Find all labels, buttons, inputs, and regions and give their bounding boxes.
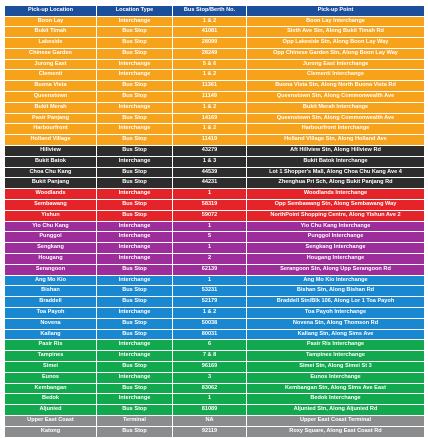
cell-location-type: Bus Stop [97, 146, 173, 157]
table-row [5, 275, 425, 286]
cell-pickup-point: Jurong East Interchange [247, 59, 425, 70]
cell-pickup-location: Clementi [5, 70, 97, 81]
cell-pickup-location: Bukit Merah [5, 102, 97, 113]
table-body [5, 16, 425, 437]
table-row [5, 124, 425, 135]
cell-bus-stop-berth-no: 1 & 3 [173, 156, 247, 167]
cell-pickup-point: Woodlands Interchange [247, 189, 425, 200]
cell-pickup-location: Pasir Panjang [5, 113, 97, 124]
cell-pickup-location: Novena [5, 318, 97, 329]
cell-location-type: Interchange [97, 156, 173, 167]
cell-location-type: Interchange [97, 221, 173, 232]
cell-bus-stop-berth-no: 96169 [173, 362, 247, 373]
table-row [5, 92, 425, 103]
table-header [5, 6, 425, 17]
cell-pickup-point: Braddell Stn/Blk 106, Along Lor 1 Toa Payoh [247, 297, 425, 308]
cell-location-type: Interchange [97, 16, 173, 27]
cell-pickup-location: Holland Village [5, 135, 97, 146]
cell-location-type: Bus Stop [97, 297, 173, 308]
cell-bus-stop-berth-no: 11149 [173, 92, 247, 103]
cell-location-type: Interchange [97, 308, 173, 319]
cell-pickup-point: Roxy Square, Along East Coast Rd [247, 426, 425, 437]
cell-pickup-location: Sengkang [5, 243, 97, 254]
cell-bus-stop-berth-no: 53231 [173, 286, 247, 297]
table-row [5, 210, 425, 221]
cell-bus-stop-berth-no: 41081 [173, 27, 247, 38]
cell-pickup-point: Serangoon Stn, Along Upp Serangoon Rd [247, 264, 425, 275]
cell-bus-stop-berth-no: 6 [173, 340, 247, 351]
cell-bus-stop-berth-no: 80031 [173, 329, 247, 340]
cell-location-type: Interchange [97, 254, 173, 265]
cell-bus-stop-berth-no: 14169 [173, 113, 247, 124]
cell-bus-stop-berth-no: 1 & 2 [173, 16, 247, 27]
cell-bus-stop-berth-no: 2 [173, 254, 247, 265]
cell-location-type: Bus Stop [97, 426, 173, 437]
cell-pickup-location: Simei [5, 362, 97, 373]
cell-location-type: Interchange [97, 275, 173, 286]
cell-location-type: Bus Stop [97, 113, 173, 124]
cell-pickup-location: Yio Chu Kang [5, 221, 97, 232]
cell-location-type: Bus Stop [97, 329, 173, 340]
cell-pickup-location: Harbourfront [5, 124, 97, 135]
cell-pickup-point: Upper East Coast Terminal [247, 415, 425, 426]
cell-bus-stop-berth-no: 59072 [173, 210, 247, 221]
cell-pickup-point: Zhenghua Pri Sch, Along Bukit Panjang Rd [247, 178, 425, 189]
cell-bus-stop-berth-no: 1 [173, 394, 247, 405]
cell-pickup-location: Kallang [5, 329, 97, 340]
header-bus-stop-berth-no: Bus Stop/Berth No. [173, 6, 247, 17]
table-row [5, 264, 425, 275]
cell-location-type: Interchange [97, 124, 173, 135]
cell-bus-stop-berth-no: 44539 [173, 167, 247, 178]
cell-location-type: Bus Stop [97, 38, 173, 49]
table-row [5, 394, 425, 405]
cell-bus-stop-berth-no: 62139 [173, 264, 247, 275]
cell-bus-stop-berth-no: 1 & 2 [173, 124, 247, 135]
table-row [5, 329, 425, 340]
cell-location-type: Bus Stop [97, 178, 173, 189]
cell-pickup-location: Chinese Garden [5, 48, 97, 59]
table-row [5, 48, 425, 59]
cell-bus-stop-berth-no: 1 & 2 [173, 102, 247, 113]
cell-bus-stop-berth-no: 28249 [173, 48, 247, 59]
cell-pickup-point: Tampines Interchange [247, 351, 425, 362]
cell-bus-stop-berth-no: 3 [173, 372, 247, 383]
table-row [5, 178, 425, 189]
table-row [5, 286, 425, 297]
table-row [5, 372, 425, 383]
cell-pickup-point: Kallang Stn, Along Sims Ave [247, 329, 425, 340]
cell-pickup-location: Queenstown [5, 92, 97, 103]
cell-bus-stop-berth-no: 50038 [173, 318, 247, 329]
table-row [5, 415, 425, 426]
cell-pickup-point: Buona Vista Stn, Along North Buona Vista Rd [247, 81, 425, 92]
cell-bus-stop-berth-no: 1 [173, 243, 247, 254]
pickup-locations-table [4, 5, 425, 438]
cell-pickup-point: Yio Chu Kang Interchange [247, 221, 425, 232]
cell-bus-stop-berth-no: 43279 [173, 146, 247, 157]
cell-location-type: Interchange [97, 102, 173, 113]
table-row [5, 135, 425, 146]
cell-pickup-location: Bishan [5, 286, 97, 297]
cell-location-type: Bus Stop [97, 264, 173, 275]
cell-pickup-point: Opp Chinese Garden Stn, Along Boon Lay Way [247, 48, 425, 59]
cell-location-type: Interchange [97, 59, 173, 70]
cell-location-type: Interchange [97, 351, 173, 362]
cell-bus-stop-berth-no: 1 [173, 275, 247, 286]
cell-pickup-location: Braddell [5, 297, 97, 308]
cell-location-type: Interchange [97, 340, 173, 351]
cell-pickup-location: Choa Chu Kang [5, 167, 97, 178]
cell-pickup-location: Lakeside [5, 38, 97, 49]
table-row [5, 102, 425, 113]
table-row [5, 243, 425, 254]
table-row [5, 351, 425, 362]
table-row [5, 362, 425, 373]
cell-location-type: Interchange [97, 394, 173, 405]
cell-pickup-point: Lot 1 Shopper's Mall, Along Choa Chu Kang Ave 4 [247, 167, 425, 178]
cell-bus-stop-berth-no: 1 & 2 [173, 70, 247, 81]
table-row [5, 70, 425, 81]
cell-pickup-point: Novena Stn, Along Thomson Rd [247, 318, 425, 329]
cell-pickup-location: Hillview [5, 146, 97, 157]
cell-pickup-location: Buona Vista [5, 81, 97, 92]
cell-pickup-location: Aljunied [5, 405, 97, 416]
cell-pickup-point: Punggol Interchange [247, 232, 425, 243]
table-row [5, 297, 425, 308]
cell-bus-stop-berth-no: 11361 [173, 81, 247, 92]
cell-pickup-location: Yishun [5, 210, 97, 221]
table-row [5, 27, 425, 38]
table-row [5, 167, 425, 178]
cell-pickup-location: Hougang [5, 254, 97, 265]
table-row [5, 189, 425, 200]
pickup-table-container [4, 5, 424, 438]
cell-pickup-location: Jurong East [5, 59, 97, 70]
cell-pickup-point: Hougang Interchange [247, 254, 425, 265]
cell-pickup-point: Simei Stn, Along Simei St 3 [247, 362, 425, 373]
cell-bus-stop-berth-no: 52179 [173, 297, 247, 308]
cell-pickup-location: Kembangan [5, 383, 97, 394]
table-row [5, 59, 425, 70]
cell-location-type: Interchange [97, 243, 173, 254]
cell-bus-stop-berth-no: 81089 [173, 405, 247, 416]
cell-pickup-point: Sixth Ave Stn, Along Bukit Timah Rd [247, 27, 425, 38]
cell-location-type: Bus Stop [97, 362, 173, 373]
cell-pickup-location: Ang Mo Kio [5, 275, 97, 286]
cell-location-type: Interchange [97, 70, 173, 81]
cell-bus-stop-berth-no: 1 [173, 189, 247, 200]
cell-location-type: Bus Stop [97, 405, 173, 416]
cell-location-type: Bus Stop [97, 81, 173, 92]
table-row [5, 405, 425, 416]
cell-bus-stop-berth-no: 58319 [173, 200, 247, 211]
cell-pickup-point: NorthPoint Shopping Centre, Along Yishun Ave 2 [247, 210, 425, 221]
cell-location-type: Bus Stop [97, 92, 173, 103]
table-row [5, 308, 425, 319]
cell-pickup-point: Kembangan Stn, Along Sims Ave East [247, 383, 425, 394]
header-pickup-location: Pick-up Location [5, 6, 97, 17]
table-row [5, 156, 425, 167]
cell-pickup-point: Ang Mo Kio Interchange [247, 275, 425, 286]
cell-pickup-location: Eunos [5, 372, 97, 383]
cell-pickup-point: Aft Hillview Stn, Along Hillview Rd [247, 146, 425, 157]
cell-pickup-point: Sengkang Interchange [247, 243, 425, 254]
cell-pickup-location: Pasir Ris [5, 340, 97, 351]
cell-pickup-point: Holland Village Stn, Along Holland Ave [247, 135, 425, 146]
cell-pickup-location: Tampines [5, 351, 97, 362]
cell-pickup-point: Opp Sembawang Stn, Along Sembawang Way [247, 200, 425, 211]
cell-pickup-location: Serangoon [5, 264, 97, 275]
cell-location-type: Bus Stop [97, 318, 173, 329]
cell-bus-stop-berth-no: 7 & 8 [173, 351, 247, 362]
cell-location-type: Bus Stop [97, 167, 173, 178]
cell-pickup-point: Queenstown Stn, Along Commonwealth Ave [247, 92, 425, 103]
cell-pickup-point: Bedok Interchange [247, 394, 425, 405]
cell-pickup-point: Eunos Interchange [247, 372, 425, 383]
table-row [5, 113, 425, 124]
cell-bus-stop-berth-no: 1 [173, 221, 247, 232]
table-row [5, 221, 425, 232]
cell-location-type: Interchange [97, 232, 173, 243]
cell-pickup-point: Harbourfront Interchange [247, 124, 425, 135]
cell-location-type: Bus Stop [97, 383, 173, 394]
cell-bus-stop-berth-no: 92119 [173, 426, 247, 437]
cell-bus-stop-berth-no: 1 & 2 [173, 308, 247, 319]
cell-pickup-location: Boon Lay [5, 16, 97, 27]
cell-bus-stop-berth-no: 44231 [173, 178, 247, 189]
table-row [5, 340, 425, 351]
cell-pickup-point: Bishan Stn, Along Bishan Rd [247, 286, 425, 297]
table-row [5, 383, 425, 394]
cell-pickup-point: Bukit Batok Interchange [247, 156, 425, 167]
cell-location-type: Bus Stop [97, 200, 173, 211]
table-row [5, 38, 425, 49]
cell-pickup-point: Toa Payoh Interchange [247, 308, 425, 319]
cell-bus-stop-berth-no: 5 & 6 [173, 59, 247, 70]
cell-location-type: Terminal [97, 415, 173, 426]
table-row [5, 254, 425, 265]
cell-pickup-location: Toa Payoh [5, 308, 97, 319]
cell-pickup-point: Queenstown Stn, Along Commonwealth Ave [247, 113, 425, 124]
cell-pickup-location: Woodlands [5, 189, 97, 200]
header-row [5, 6, 425, 17]
table-row [5, 146, 425, 157]
cell-pickup-location: Bukit Timah [5, 27, 97, 38]
table-row [5, 16, 425, 27]
cell-location-type: Interchange [97, 189, 173, 200]
cell-pickup-location: Bedok [5, 394, 97, 405]
cell-pickup-location: Punggol [5, 232, 97, 243]
cell-location-type: Bus Stop [97, 27, 173, 38]
table-row [5, 318, 425, 329]
cell-bus-stop-berth-no: 28099 [173, 38, 247, 49]
cell-location-type: Bus Stop [97, 286, 173, 297]
header-location-type: Location Type [97, 6, 173, 17]
cell-bus-stop-berth-no: NA [173, 415, 247, 426]
cell-pickup-location: Upper East Coast [5, 415, 97, 426]
table-row [5, 200, 425, 211]
cell-pickup-location: Sembawang [5, 200, 97, 211]
cell-pickup-point: Aljunied Stn, Along Aljunied Rd [247, 405, 425, 416]
cell-pickup-point: Bukit Merah Interchange [247, 102, 425, 113]
cell-bus-stop-berth-no: 83062 [173, 383, 247, 394]
table-row [5, 232, 425, 243]
cell-location-type: Interchange [97, 372, 173, 383]
cell-pickup-location: Katong [5, 426, 97, 437]
cell-pickup-location: Bukit Batok [5, 156, 97, 167]
cell-pickup-point: Boon Lay Interchange [247, 16, 425, 27]
cell-pickup-point: Opp Lakeside Stn, Along Boon Lay Way [247, 38, 425, 49]
cell-pickup-location: Bukit Panjang [5, 178, 97, 189]
table-row [5, 426, 425, 437]
cell-location-type: Bus Stop [97, 210, 173, 221]
cell-bus-stop-berth-no: 11419 [173, 135, 247, 146]
table-row [5, 81, 425, 92]
cell-pickup-point: Clementi Interchange [247, 70, 425, 81]
cell-location-type: Bus Stop [97, 48, 173, 59]
cell-pickup-point: Pasir Ris Interchange [247, 340, 425, 351]
cell-location-type: Bus Stop [97, 135, 173, 146]
cell-bus-stop-berth-no: 5 [173, 232, 247, 243]
header-pickup-point: Pick-up Point [247, 6, 425, 17]
